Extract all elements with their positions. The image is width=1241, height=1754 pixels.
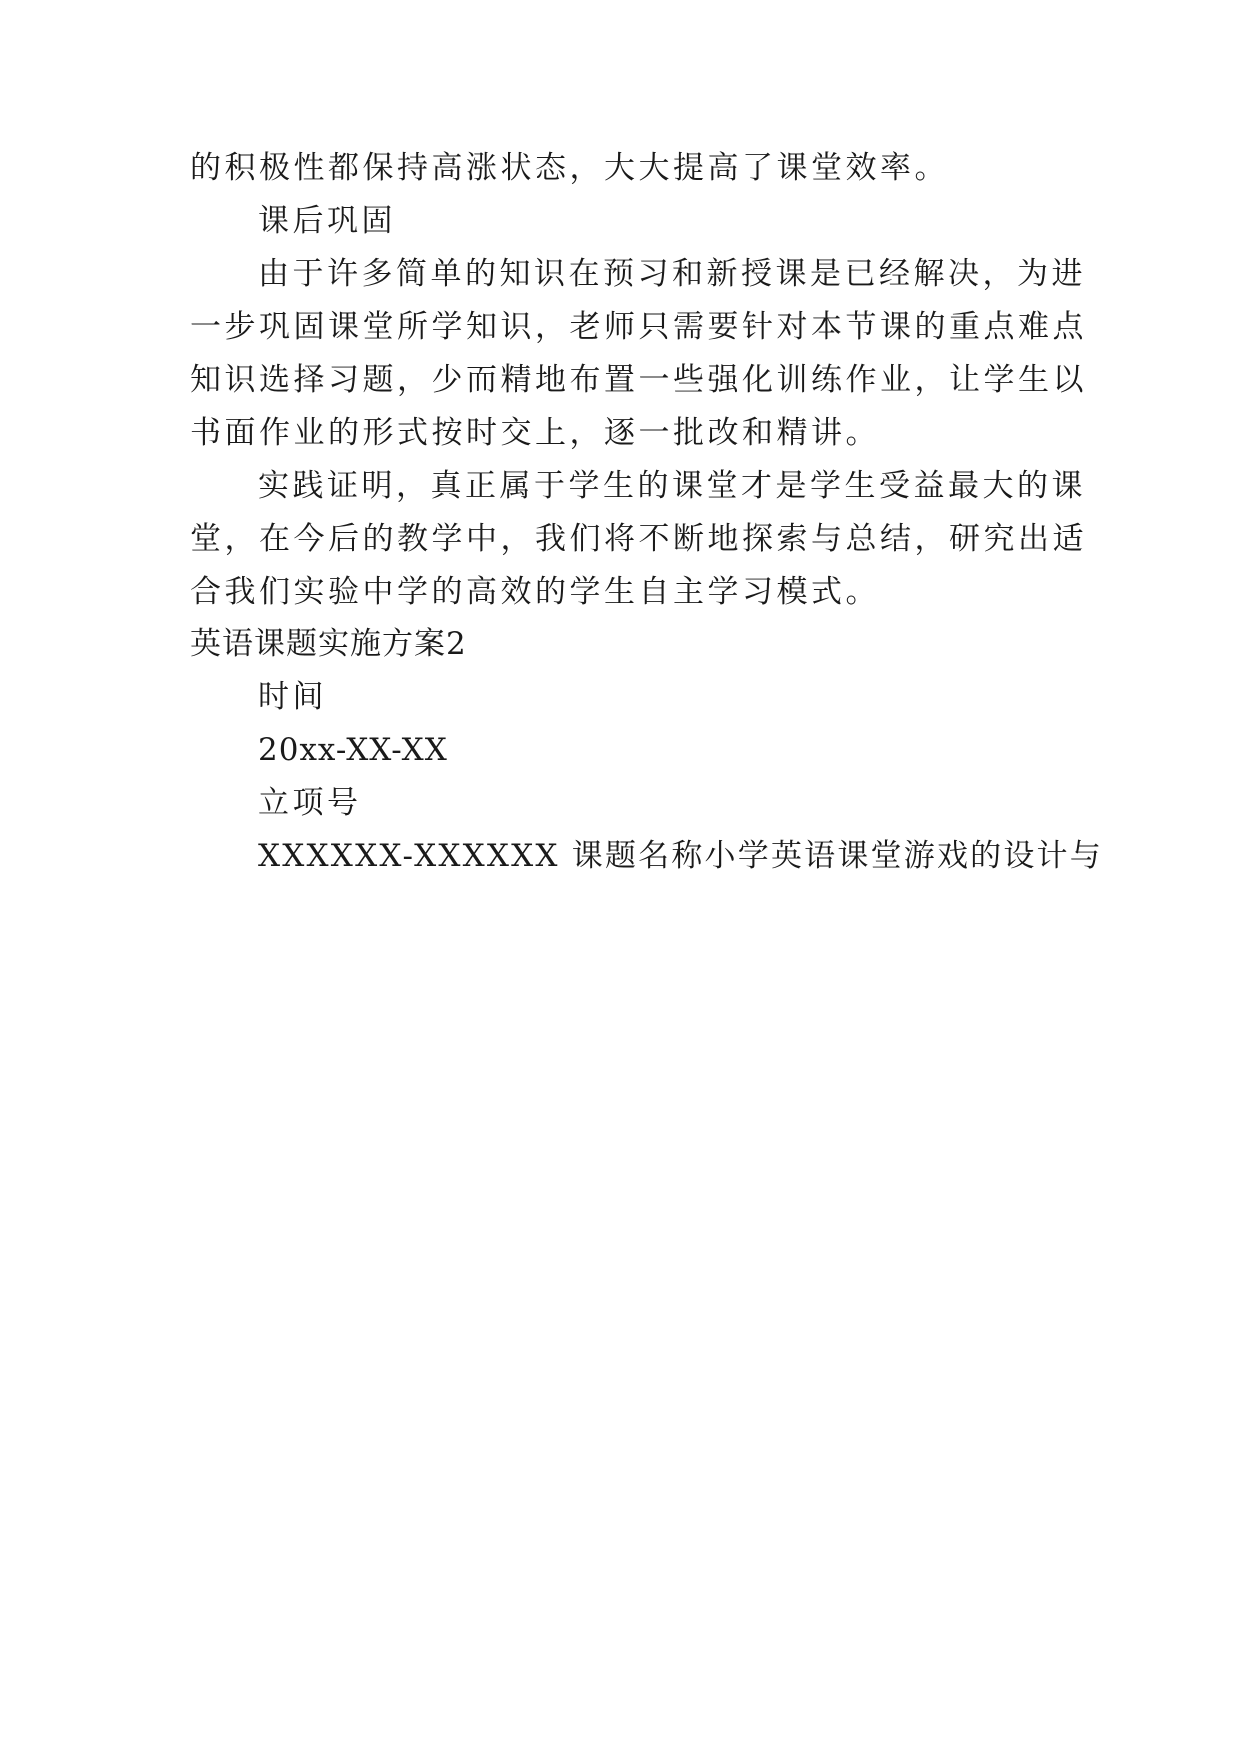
project-number-label: 立项号	[258, 785, 362, 821]
body-text-line: 的积极性都保持高涨状态，大大提高了课堂效率。	[190, 150, 949, 186]
project-number-value: XXXXXX-XXXXXX 课题名称小学英语课堂游戏的设计与	[258, 838, 1103, 874]
subheading-after-class-consolidation: 课后巩固	[258, 203, 396, 239]
time-label: 时间	[258, 679, 327, 715]
body-text-line: 由于许多简单的知识在预习和新授课是已经解决，为进	[258, 256, 1086, 292]
body-text-line: 合我们实验中学的高效的学生自主学习模式。	[190, 574, 880, 610]
body-text-line: 知识选择习题，少而精地布置一些强化训练作业，让学生以	[190, 362, 1087, 398]
body-text-line: 书面作业的形式按时交上，逐一批改和精讲。	[190, 415, 880, 451]
section-title: 英语课题实施方案2	[190, 626, 467, 662]
time-value: 20xx-XX-XX	[258, 732, 448, 768]
body-text-line: 堂，在今后的教学中，我们将不断地探索与总结，研究出适	[190, 521, 1087, 557]
body-text-line: 一步巩固课堂所学知识，老师只需要针对本节课的重点难点	[190, 309, 1087, 345]
body-text-line: 实践证明，真正属于学生的课堂才是学生受益最大的课	[258, 468, 1086, 504]
